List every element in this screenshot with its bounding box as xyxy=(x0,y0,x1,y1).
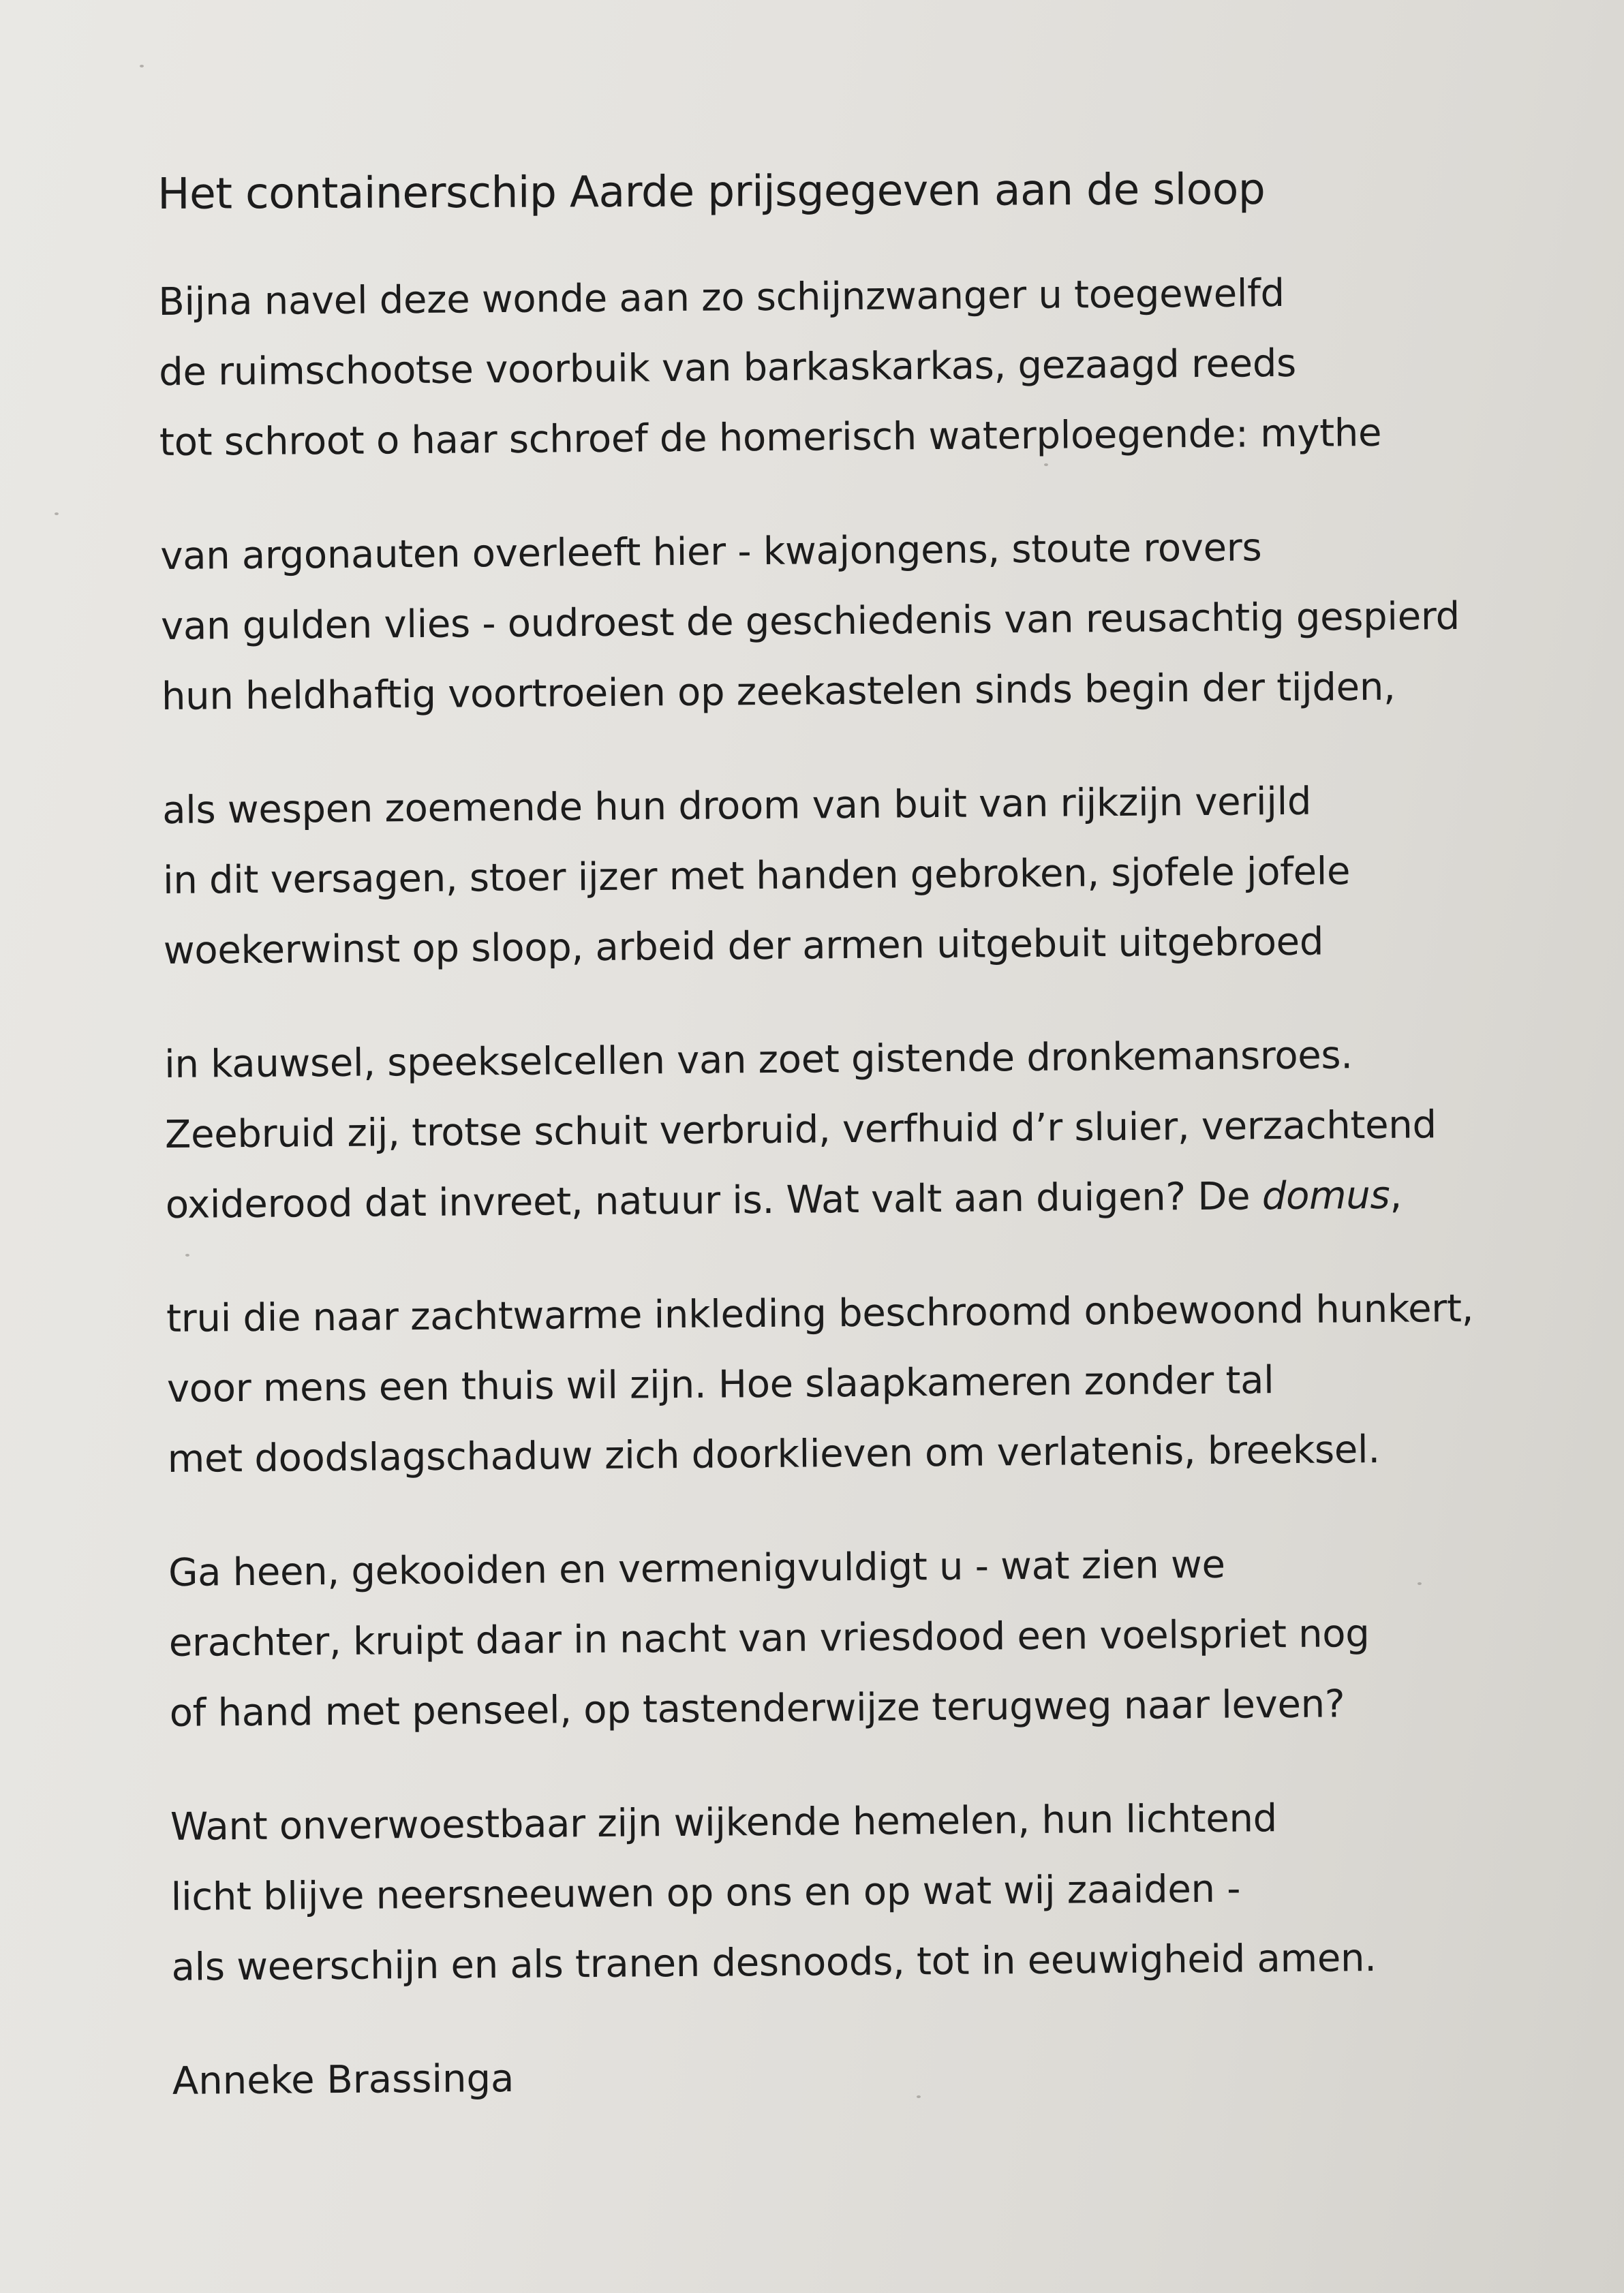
poem-line: licht blijve neersneeuwen op ons en op wat wij zaaiden - xyxy=(170,1866,1241,1920)
stanza-2 xyxy=(160,510,1525,732)
stanza-4 xyxy=(164,1019,1529,1240)
poem-line: erachter, kruipt daar in nacht van vriesdood een voelspriet nog xyxy=(168,1612,1370,1665)
poem-line: tot schroot o haar schroef de homerisch waterploegende: mythe xyxy=(159,410,1382,465)
stanza-6 xyxy=(168,1527,1533,1749)
poem-line: hun heldhaftig voortroeien op zeekastelen sinds begin der tijden, xyxy=(161,664,1396,719)
paper-speck xyxy=(55,512,59,515)
poem-line: als weerschijn en als tranen desnoods, tot in eeuwigheid amen. xyxy=(171,1936,1377,1990)
poem-title: Het containerschip Aarde prijsgegeven aan de sloop xyxy=(157,164,1266,219)
poem-line: in kauwsel, speekselcellen van zoet gistende dronkemansroes. xyxy=(164,1033,1353,1087)
stanza-7 xyxy=(170,1781,1535,2003)
stanza-3 xyxy=(162,765,1527,986)
poem-line: Bijna navel deze wonde aan zo schijnzwanger u toegewelfd xyxy=(158,271,1285,324)
poem-line: met doodslagschaduw zich doorklieven om verlatenis, breeksel. xyxy=(167,1427,1381,1481)
poem-line: trui die naar zachtwarme inkleding beschroomd onbewoond hunkert, xyxy=(166,1286,1474,1341)
poem-line: voor mens een thuis wil zijn. Hoe slaapkameren zonder tal xyxy=(166,1358,1274,1411)
poem-line: als wespen zoemende hun droom van buit van rijkzijn verijld xyxy=(162,779,1312,833)
poem-line: woekerwinst op sloop, arbeid der armen uitgebuit uitgebroed xyxy=(163,919,1324,973)
poem-line xyxy=(165,1159,1529,1240)
stanza-1 xyxy=(158,256,1522,478)
poem-line-punctuation: , xyxy=(1390,1173,1403,1218)
poem-line: de ruimschootse voorbuik van barkaskarkas, gezaagd reeds xyxy=(158,341,1297,395)
poem-line: of hand met penseel, op tastenderwijze terugweg naar leven? xyxy=(169,1682,1345,1736)
poem-line-text: oxiderood dat invreet, natuur is. Wat valt aan duigen? De xyxy=(165,1174,1263,1227)
italic-word: domus xyxy=(1261,1173,1390,1219)
poem-body xyxy=(158,256,1535,2117)
paper-speck xyxy=(140,65,144,67)
poem-line: van argonauten overleeft hier - kwajongens, stoute rovers xyxy=(160,525,1262,579)
poem-author: Anneke Brassinga xyxy=(172,2056,515,2104)
poem-line: Zeebruid zij, trotse schuit verbruid, verfhuid d’r sluier, verzachtend xyxy=(164,1103,1437,1157)
poem-line: Ga heen, gekooiden en vermenigvuldigt u - wat zien we xyxy=(168,1542,1225,1595)
poem-line: van gulden vlies - oudroest de geschiedenis van reusachtig gespierd xyxy=(160,594,1460,649)
stanza-5 xyxy=(166,1273,1531,1494)
poem-line: in dit versagen, stoer ijzer met handen gebroken, sjofele jofele xyxy=(162,849,1351,903)
poem-line: Want onverwoestbaar zijn wijkende hemelen, hun lichtend xyxy=(170,1796,1278,1849)
